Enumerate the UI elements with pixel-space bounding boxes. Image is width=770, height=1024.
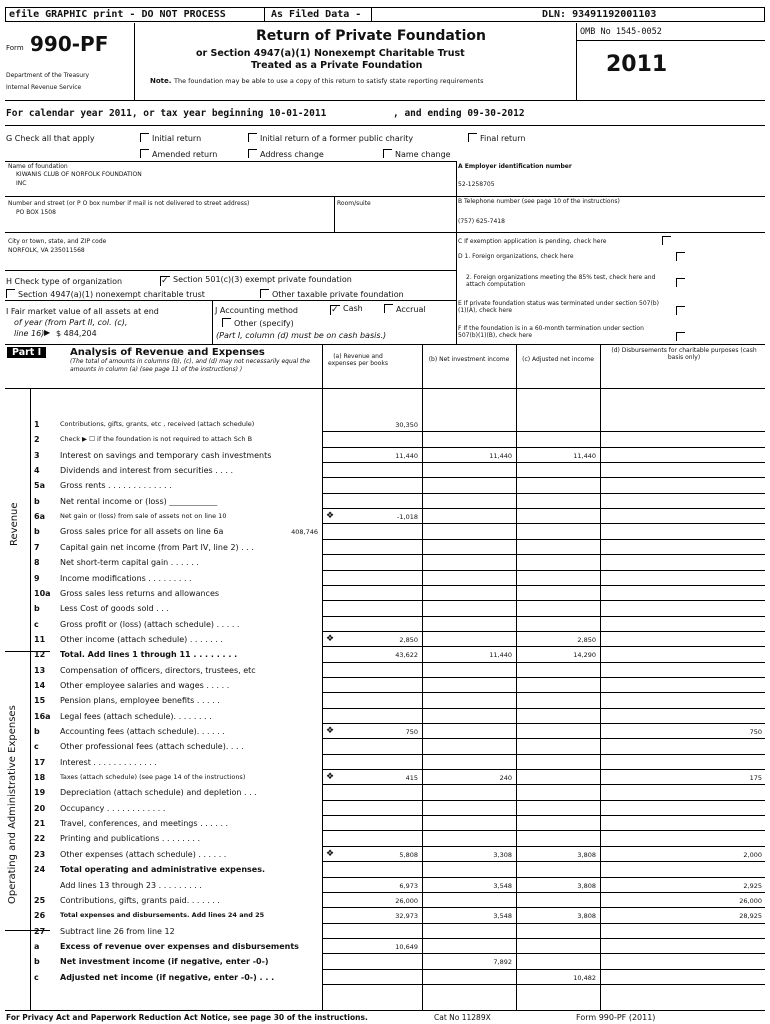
- row-rule: [322, 708, 765, 709]
- line-number: 13: [34, 665, 46, 675]
- initial-former-label: Initial return of a former public charity: [260, 134, 414, 143]
- line-number: b: [34, 957, 40, 967]
- line-a-value: 11,440: [395, 451, 418, 460]
- form-prefix: Form: [6, 44, 24, 52]
- line-description: Taxes (attach schedule) (see page 14 of the instructions): [60, 773, 246, 782]
- line-description: Capital gain net income (from Part IV, line 2) . . .: [60, 542, 254, 552]
- side-label-revenue: Revenue: [9, 502, 20, 546]
- line-number: c: [34, 742, 39, 752]
- final-return-option[interactable]: [468, 133, 525, 143]
- row-rule: [322, 738, 765, 739]
- row-rule: [322, 830, 765, 831]
- room-label: Room/suite: [337, 200, 371, 207]
- row-rule: [322, 585, 765, 586]
- line-a-value: 5,808: [399, 850, 418, 859]
- line-number: 27: [34, 926, 46, 936]
- banner-mid: As Filed Data -: [271, 9, 362, 20]
- line-number: 10a: [34, 588, 51, 598]
- line-number: b: [34, 604, 40, 614]
- col-d-header: (d) Disbursements for charitable purposes (cash basis only): [611, 347, 757, 361]
- ein-label: A Employer identification number: [458, 163, 572, 170]
- dept-irs: Internal Revenue Service: [6, 84, 82, 91]
- j-cash[interactable]: [330, 304, 363, 315]
- form-title: Return of Private Foundation: [256, 28, 486, 44]
- note-text: The foundation may be able to use a copy of this return to satisfy state reporting requirements: [174, 77, 484, 85]
- line-description: Gross sales less returns and allowances: [60, 588, 220, 598]
- line-description: Occupancy . . . . . . . . . . . .: [60, 803, 166, 813]
- line-a-value: 415: [405, 774, 418, 783]
- part1-title-note: (The total of amounts in columns (b), (c), and (d) may not necessarily equal the amounts in column (a) (see page 11 of the instructions) ): [70, 358, 310, 373]
- j-accrual-label: Accrual: [396, 305, 426, 314]
- h-opt1-label: Section 501(c)(3) exempt private foundation: [173, 275, 352, 284]
- name-change-checkbox[interactable]: [383, 149, 392, 158]
- line-description: Travel, conferences, and meetings . . . . . .: [60, 819, 229, 829]
- attachment-icon[interactable]: ❖: [326, 633, 335, 644]
- row-rule: [322, 662, 765, 663]
- line-d-value: 2,925: [743, 881, 762, 890]
- name-change-option[interactable]: [383, 149, 451, 159]
- line-number: 15: [34, 696, 46, 706]
- row-rule: [322, 754, 765, 755]
- row-rule: [322, 984, 765, 985]
- line-description: Net investment income (if negative, enter -0-): [60, 957, 269, 967]
- line-description: Net short-term capital gain . . . . . .: [60, 558, 199, 568]
- line-number: 5a: [34, 481, 45, 491]
- row-rule: [322, 554, 765, 555]
- col-b-header: (b) Net investment income: [428, 356, 510, 363]
- section-g-label: G Check all that apply: [6, 134, 95, 143]
- line-number: 14: [34, 680, 46, 690]
- line-a-value: 750: [405, 728, 418, 736]
- line-b-value: 11,440: [489, 451, 512, 460]
- side-label-expenses: Operating and Administrative Expenses: [7, 705, 18, 904]
- part1-badge: Part I: [7, 347, 46, 358]
- line-description: Interest on savings and temporary cash investments: [60, 450, 272, 460]
- line-number: 18: [34, 773, 46, 783]
- h-opt3-label: Other taxable private foundation: [272, 290, 404, 299]
- line-a-value: 43,622: [395, 651, 418, 660]
- row-rule: [322, 877, 765, 878]
- d1-checkbox[interactable]: [676, 252, 688, 262]
- line-c-value: 3,808: [577, 881, 596, 890]
- h-opt2[interactable]: [6, 289, 205, 299]
- line-number: b: [34, 727, 40, 736]
- row-rule: [322, 677, 765, 678]
- initial-former-checkbox[interactable]: [248, 133, 257, 142]
- initial-return-checkbox[interactable]: [140, 133, 149, 142]
- city-label: City or town, state, and ZIP code: [8, 238, 107, 245]
- line-number: 12: [34, 650, 46, 660]
- line-c-value: 3,808: [577, 912, 596, 921]
- line-a-value: 26,000: [395, 896, 418, 905]
- line-b-value: 240: [499, 774, 512, 783]
- line-number: 19: [34, 788, 46, 798]
- form-subtitle-2: Treated as a Private Foundation: [251, 60, 423, 71]
- foundation-name-2: INC: [16, 180, 27, 187]
- line-d-value: 750: [749, 728, 762, 736]
- row-rule: [322, 616, 765, 617]
- line-b-value: 3,308: [493, 850, 512, 859]
- line-number: 24: [34, 865, 46, 875]
- street-label: Number and street (or P O box number if mail is not delivered to street address): [8, 200, 250, 207]
- name-label: Name of foundation: [8, 163, 68, 170]
- d2-label: 2. Foreign organizations meeting the 85% test, check here and attach computation: [466, 274, 656, 288]
- line-d-value: 28,925: [739, 912, 762, 921]
- f-label: F If the foundation is in a 60-month termination under section 507(b)(1)(B), check here: [458, 325, 644, 339]
- line-number: b: [34, 496, 40, 506]
- line-description: Contributions, gifts, grants, etc , received (attach schedule): [60, 420, 255, 428]
- row-rule: [322, 769, 765, 770]
- h-opt2-checkbox[interactable]: [6, 289, 15, 298]
- line-c-value: 11,440: [573, 451, 596, 460]
- f-checkbox[interactable]: [676, 332, 688, 342]
- i-value: $ 484,204: [56, 329, 97, 338]
- line-description: Legal fees (attach schedule). . . . . . . .: [60, 711, 212, 721]
- line-number: c: [34, 619, 39, 629]
- form-subtitle-1: or Section 4947(a)(1) Nonexempt Charitable Trust: [196, 48, 465, 59]
- h-opt1-checkbox[interactable]: ✓: [161, 276, 169, 286]
- amended-checkbox[interactable]: [140, 149, 149, 158]
- footer-cat: Cat No 11289X: [434, 1013, 491, 1022]
- line-c-value: 2,850: [577, 635, 596, 644]
- line-number: a: [34, 941, 40, 951]
- row-rule: [322, 938, 765, 939]
- line-description: Compensation of officers, directors, trustees, etc: [60, 665, 256, 675]
- row-rule: [322, 923, 765, 924]
- attachment-icon[interactable]: ❖: [326, 772, 335, 783]
- line-description: Other expenses (attach schedule) . . . . . .: [60, 849, 227, 859]
- tax-year: 2011: [606, 52, 668, 77]
- attachment-icon[interactable]: ❖: [326, 848, 335, 859]
- line-d-value: 175: [749, 774, 762, 783]
- banner-left: efile GRAPHIC print - DO NOT PROCESS: [9, 9, 226, 20]
- line-c-value: 3,808: [577, 850, 596, 859]
- line-number: 6a: [34, 512, 45, 522]
- row-rule: [322, 462, 765, 463]
- line-a-value: 32,973: [395, 912, 418, 921]
- final-return-checkbox[interactable]: [468, 133, 477, 142]
- h-opt3[interactable]: [260, 289, 404, 299]
- line-number: 1: [34, 420, 40, 429]
- line-b-value: 7,892: [493, 958, 512, 967]
- part1-title: Analysis of Revenue and Expenses: [70, 347, 265, 358]
- final-return-label: Final return: [480, 134, 526, 143]
- line-c-value: 10,482: [573, 973, 596, 982]
- street-value: PO BOX 1508: [16, 209, 56, 216]
- line-number: 21: [34, 819, 46, 829]
- line-description: Excess of revenue over expenses and disbursements: [60, 941, 299, 951]
- attachment-icon[interactable]: ❖: [326, 511, 335, 522]
- line-description: Net gain or (loss) from sale of assets not on line 10: [60, 512, 227, 521]
- line-number: 9: [34, 573, 40, 583]
- line-b-value: 11,440: [489, 651, 512, 660]
- line-d-value: 26,000: [739, 896, 762, 905]
- amended-option[interactable]: [140, 149, 217, 159]
- section-h-label: H Check type of organization: [6, 277, 123, 286]
- attachment-icon[interactable]: ❖: [326, 726, 335, 736]
- line-c-value: 14,290: [573, 651, 596, 660]
- row-rule: [322, 846, 765, 847]
- row-rule: [322, 861, 765, 862]
- line-description: Interest . . . . . . . . . . . . .: [60, 757, 157, 767]
- j-cash-label: Cash: [343, 304, 363, 313]
- j-accrual-checkbox[interactable]: [384, 304, 393, 313]
- line-number: 17: [34, 757, 46, 767]
- col-a-header: (a) Revenue and expenses per books: [328, 353, 388, 367]
- line-description: Dividends and interest from securities . . . .: [60, 466, 234, 476]
- j-note: (Part I, column (d) must be on cash basis.): [216, 331, 387, 340]
- row-rule: [322, 631, 765, 632]
- row-rule: [322, 784, 765, 785]
- j-other[interactable]: [222, 318, 294, 328]
- i-line-3: line 16): [14, 329, 45, 338]
- row-rule: [322, 431, 765, 432]
- initial-return-option[interactable]: [140, 133, 201, 143]
- line-description: Accounting fees (attach schedule). . . . . .: [60, 727, 225, 736]
- amended-label: Amended return: [152, 150, 218, 159]
- address-change-option[interactable]: [248, 149, 324, 159]
- e-checkbox[interactable]: [676, 306, 688, 316]
- dln: DLN: 93491192001103: [542, 9, 657, 20]
- row-rule: [322, 600, 765, 601]
- h-opt1[interactable]: [160, 275, 352, 286]
- line-description: Check ▶ ☐ if the foundation is not required to attach Sch B: [60, 435, 253, 444]
- note-label: Note.: [150, 77, 172, 85]
- line-description: Depreciation (attach schedule) and depletion . . .: [60, 788, 257, 798]
- line-number: 26: [34, 911, 46, 921]
- line-description: Subtract line 26 from line 12: [60, 926, 175, 936]
- row-rule: [322, 692, 765, 693]
- city-value: NORFOLK, VA 235011568: [8, 247, 85, 254]
- row-rule: [322, 800, 765, 801]
- line-d-value: 2,000: [743, 850, 762, 859]
- line-number: 8: [34, 558, 40, 568]
- initial-return-label: Initial return: [152, 134, 202, 143]
- line-number: 3: [34, 450, 40, 460]
- line-a-value: -1,018: [397, 513, 418, 522]
- line-description: Net rental income or (loss) ____________: [60, 496, 218, 506]
- line-description: Total operating and administrative expenses.: [60, 865, 265, 875]
- gross-sales-value: 408,746: [291, 528, 318, 537]
- line-number: b: [34, 527, 40, 537]
- line-description: Other income (attach schedule) . . . . . . .: [60, 634, 223, 644]
- j-accrual[interactable]: [384, 304, 426, 314]
- row-rule: [322, 523, 765, 524]
- line-description: Contributions, gifts, grants paid. . . . . . .: [60, 895, 220, 905]
- line-number: 2: [34, 435, 40, 445]
- row-rule: [322, 493, 765, 494]
- row-rule: [322, 570, 765, 571]
- row-rule: [322, 539, 765, 540]
- i-arrow-icon: ▶: [44, 328, 51, 337]
- e-label: E If private foundation status was terminated under section 507(b)(1)(A), check here: [458, 300, 659, 314]
- j-other-label: Other (specify): [234, 319, 294, 328]
- row-rule: [322, 892, 765, 893]
- row-rule: [322, 646, 765, 647]
- line-number: 4: [34, 466, 40, 476]
- line-description: Other professional fees (attach schedule). . . .: [60, 742, 244, 752]
- line-description: Add lines 13 through 23 . . . . . . . . .: [60, 880, 202, 890]
- foundation-name-1: KIWANIS CLUB OF NORFOLK FOUNDATION: [16, 171, 142, 178]
- i-line-2: of year (from Part II, col. (c),: [14, 318, 128, 327]
- line-b-value: 3,548: [493, 912, 512, 921]
- row-rule: [322, 723, 765, 724]
- row-rule: [322, 447, 765, 448]
- footer-form: Form 990-PF (2011): [576, 1013, 656, 1022]
- row-rule: [322, 815, 765, 816]
- line-description: Gross sales price for all assets on line 6a: [60, 527, 224, 537]
- line-description: Other employee salaries and wages . . . . .: [60, 680, 230, 690]
- line-description: Gross rents . . . . . . . . . . . . .: [60, 481, 172, 491]
- calendar-ending: , and ending 09-30-2012: [393, 108, 525, 119]
- phone-value: (757) 625-7418: [458, 218, 505, 225]
- phone-label: B Telephone number (see page 10 of the instructions): [458, 198, 620, 205]
- d2-checkbox[interactable]: [676, 278, 688, 288]
- calendar-year: For calendar year 2011, or tax year beginning 10-01-2011: [6, 108, 327, 119]
- i-line-1: I Fair market value of all assets at end: [6, 307, 159, 316]
- col-c-header: (c) Adjusted net income: [522, 356, 594, 363]
- h-opt3-checkbox[interactable]: [260, 289, 269, 298]
- line-b-value: 3,548: [493, 881, 512, 890]
- line-a-value: 10,649: [395, 942, 418, 951]
- row-rule: [322, 953, 765, 954]
- address-change-label: Address change: [260, 150, 324, 159]
- line-description: Gross profit or (loss) (attach schedule) . . . . .: [60, 619, 240, 629]
- c-label: C If exemption application is pending, check here: [458, 238, 607, 245]
- h-opt2-label: Section 4947(a)(1) nonexempt charitable trust: [18, 290, 205, 299]
- line-number: 16a: [34, 711, 51, 721]
- d1-label: D 1. Foreign organizations, check here: [458, 253, 574, 260]
- line-description: Income modifications . . . . . . . . .: [60, 573, 192, 583]
- line-number: 25: [34, 895, 46, 905]
- initial-former-option[interactable]: [248, 133, 413, 143]
- line-number: 11: [34, 634, 46, 644]
- row-rule: [322, 969, 765, 970]
- j-cash-checkbox[interactable]: ✓: [331, 305, 339, 315]
- row-rule: [322, 907, 765, 908]
- footer-privacy: For Privacy Act and Paperwork Reduction Act Notice, see page 30 of the instructions.: [6, 1013, 368, 1022]
- line-description: Adjusted net income (if negative, enter -0-) . . .: [60, 972, 275, 982]
- j-other-checkbox[interactable]: [222, 318, 231, 327]
- address-change-checkbox[interactable]: [248, 149, 257, 158]
- line-description: Printing and publications . . . . . . . .: [60, 834, 201, 844]
- c-checkbox[interactable]: [662, 236, 674, 246]
- line-description: Total. Add lines 1 through 11 . . . . . . . .: [60, 650, 238, 660]
- line-number: 23: [34, 849, 46, 859]
- ein-value: 52-1258705: [458, 181, 495, 188]
- form-number: 990-PF: [30, 32, 109, 56]
- line-a-value: 30,350: [395, 421, 418, 429]
- line-description: Pension plans, employee benefits . . . . .: [60, 696, 220, 706]
- line-number: 22: [34, 834, 46, 844]
- omb-number: OMB No 1545-0052: [580, 27, 662, 37]
- row-rule: [322, 508, 765, 509]
- line-a-value: 6,973: [399, 881, 418, 890]
- dept-treasury: Department of the Treasury: [6, 72, 90, 79]
- line-description: Total expenses and disbursements. Add lines 24 and 25: [60, 911, 265, 920]
- banner: [5, 7, 765, 22]
- row-rule: [322, 477, 765, 478]
- name-change-label: Name change: [395, 150, 451, 159]
- line-number: 20: [34, 803, 46, 813]
- line-description: Less Cost of goods sold . . .: [60, 604, 169, 614]
- line-number: 7: [34, 542, 40, 552]
- line-a-value: 2,850: [399, 635, 418, 644]
- line-number: c: [34, 972, 39, 982]
- j-label: J Accounting method: [215, 306, 299, 315]
